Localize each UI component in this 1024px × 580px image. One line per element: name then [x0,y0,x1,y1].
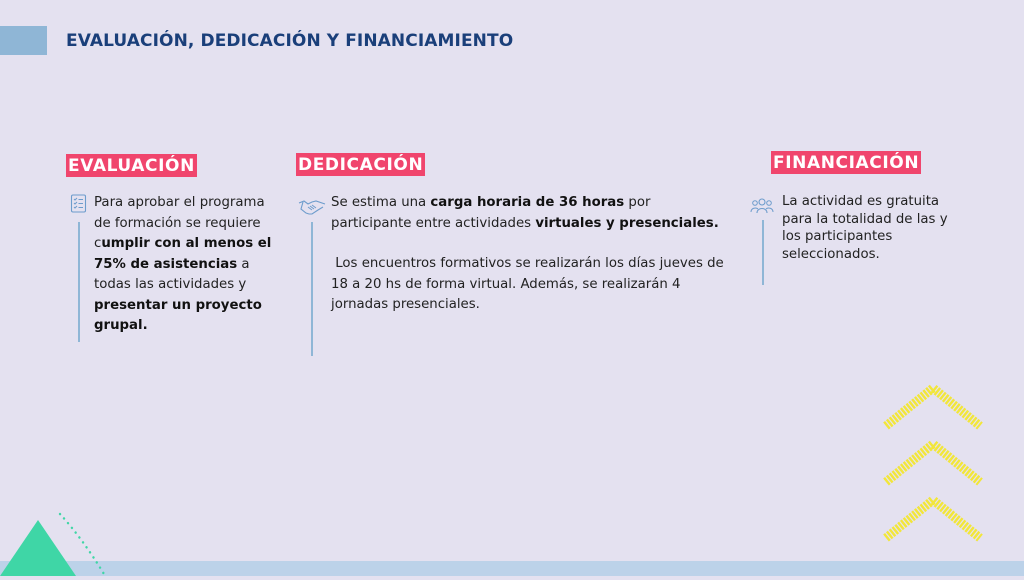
slide-title: EVALUACIÓN, DEDICACIÓN Y FINANCIAMIENTO [66,31,514,51]
heading-financiacion: FINANCIACIÓN [773,153,920,173]
checklist-icon [70,194,87,217]
bottom-bar [0,561,1024,576]
divider-line-dedicacion [311,222,313,356]
group-people-icon [750,197,774,218]
handshake-icon [298,198,326,220]
dedicacion-paragraph-2: Los encuentros formativos se realizarán los días jueves de 18 a 20 hs de forma virtual. Además, se realizarán 4 jornadas presenciales. [331,256,728,312]
text-dedicacion [331,193,731,316]
divider-line-evaluacion [78,222,80,342]
yellow-chevrons-decoration [880,380,986,554]
text-evaluacion: Para aprobar el programa de formación se requiere cumplir con al menos el 75% de asistencias a todas las actividades y presentar un proyecto grupal. [94,195,272,333]
title-accent-bar [0,26,47,55]
teal-triangle-decoration [0,510,110,580]
heading-evaluacion: EVALUACIÓN [68,156,195,176]
text-financiacion: La actividad es gratuita para la totalidad de las y los participantes seleccionados. [782,194,948,262]
divider-line-financiacion [762,220,764,285]
heading-dedicacion: DEDICACIÓN [298,155,424,175]
dedicacion-paragraph-1: Se estima una carga horaria de 36 horas por participante entre actividades virtuales y presenciales. [331,195,719,231]
